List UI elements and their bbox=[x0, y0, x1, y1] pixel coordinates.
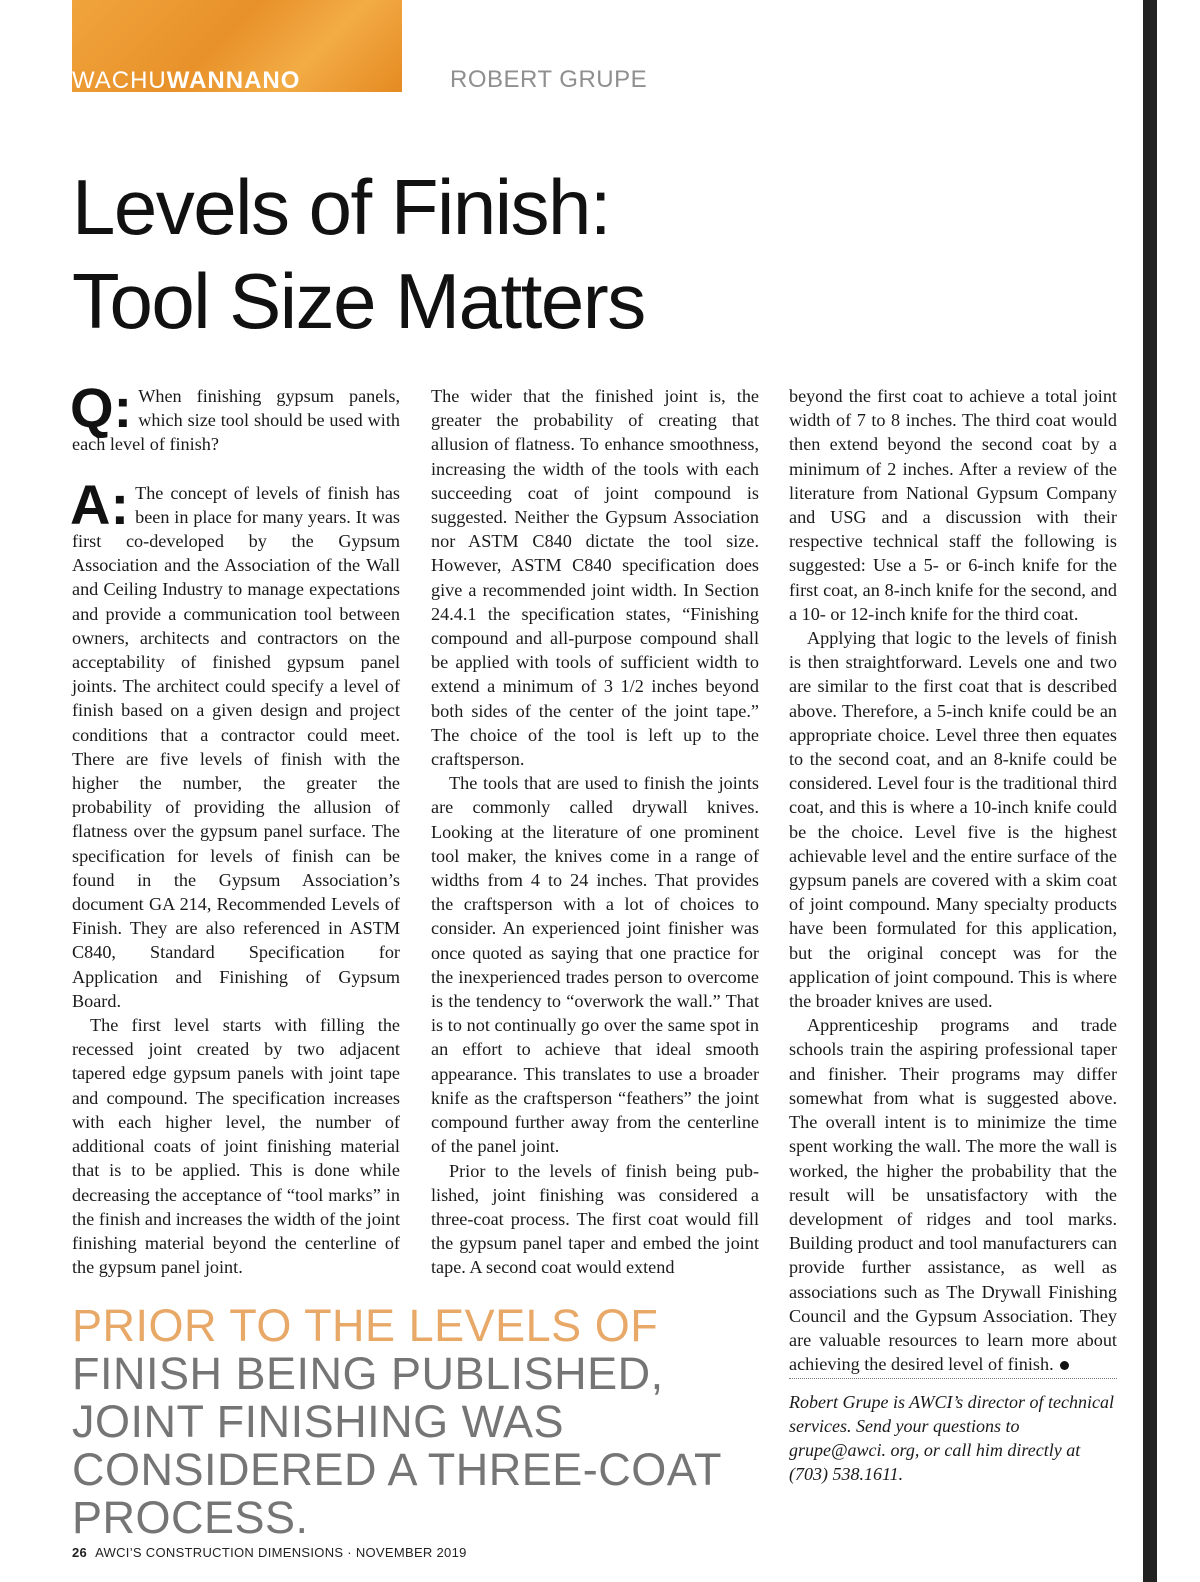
page-edge-rule bbox=[1143, 0, 1157, 1582]
answer-paragraph-6: Applying that logic to the levels of finish is then straightforward. Levels one and two are similar to the first coat that is described above. Therefore, a 5-inch knife could be an appropriate choice. Level three then equates to the second coat, and an 8-knife could be considered. Level four is the traditional third coat, and this is where a 10-inch knife could be the choice. Level five is the highest achievable level and the entire surface of the gypsum panels are covered with a skim coat of joint compound. Many specialty products have been formulated for this application, but the original concept was for the application of joint compound. This is where the broader knives are used. bbox=[789, 628, 1117, 1012]
question-letter: Q: bbox=[70, 376, 133, 439]
article-title bbox=[72, 160, 792, 348]
answer-text-7: Apprenticeship programs and trade schools train the aspiring professional taper and finisher. Their programs may differ somewhat from what is suggested above. The overall intent is to minimize the time spent working the wall. The more the wall is worked, the higher the probability that the result will be unsatisfactory with the development of ridges and tool marks. Building product and tool manufacturers can provide further assistance, as well as associations such as The Drywall Finishing Council and the Gypsum Association. They are valuable resources to learn more about achieving the desired level of finish. bbox=[789, 1015, 1117, 1375]
text-column-2 bbox=[431, 384, 759, 1280]
kicker-light: WACHU bbox=[72, 67, 167, 92]
pull-quote-highlight: PRIOR TO THE LEVELS OF bbox=[72, 1300, 659, 1351]
kicker-bold: WANNANO bbox=[166, 67, 301, 92]
author-bio: Robert Grupe is AWCI’s director of technical services. Send your questions to grupe@awci. org, or call him directly at (703) 538.1611. bbox=[789, 1392, 1114, 1484]
text-column-3 bbox=[789, 384, 1117, 1376]
page-footer bbox=[72, 1545, 467, 1560]
question-text: When finishing gypsum panels, which size tool should be used with each level of finish? bbox=[72, 386, 400, 455]
bio-divider bbox=[789, 1378, 1117, 1379]
question bbox=[70, 376, 400, 457]
title-line-2: Tool Size Matters bbox=[72, 257, 645, 345]
column-kicker bbox=[72, 66, 300, 92]
end-bullet-icon bbox=[1060, 1361, 1069, 1370]
answer-paragraph-4: The tools that are used to finish the joints are commonly called drywall knives. Looking at the literature of one prominent tool maker, the knives come in a range of widths from 4 to 24 inches. That provides the craftsperson with a lot of choices to consider. An experienced joint finisher was once quoted as saying that one practice for the inexperienced trades person to overcome is the tendency to “overwork the wall.” That is to not continually go over the same spot in an effort to achieve that ideal smooth appearance. This translates to use a broader knife as the craftsperson “feathers” the joint compound further away from the centerline of the panel joint. bbox=[431, 773, 759, 1157]
title-line-1: Levels of Finish: bbox=[72, 163, 611, 251]
page-number: 26 bbox=[72, 1545, 88, 1560]
text-column-1 bbox=[70, 376, 400, 1279]
answer-paragraph-5-start: Prior to the levels of finish being published, joint finishing was considered a three-coat process. The first coat would fill the gypsum panel taper and embed the joint tape. A second coat would extend bbox=[431, 1160, 759, 1278]
pull-quote bbox=[72, 1302, 792, 1542]
answer-paragraph-2: The first level starts with filling the recessed joint created by two adjacent tapered edge gypsum panels with joint tape and compound. The specification increases with each higher level, the number of additional coats of joint finishing material that is to be applied. This is done while decreasing the acceptance of “tool marks” in the finish and increases the width of the joint finishing material beyond the centerline of the gypsum panel joint. bbox=[72, 1015, 400, 1278]
answer-paragraph-7 bbox=[789, 1013, 1117, 1376]
author-byline: ROBERT GRUPE bbox=[450, 66, 648, 93]
answer-paragraph-5-cont: beyond the first coat to achieve a total joint width of 7 to 8 inches. The third coat would then extend beyond the second coat by a minimum of 2 inches. After a review of the literature from National Gypsum Company and USG and a discussion with their respective technical staff the following is suggested: Use a 5- or 6-inch knife for the first coat, an 8-inch knife for the second, and a 10- or 12-inch knife for the third coat. bbox=[789, 386, 1117, 624]
answer-paragraph-3: The wider that the finished joint is, the greater the probability of creating that allusion of flatness. To enhance smoothness, increasing the width of the tools with each succeeding coat of joint compound is suggested. Neither the Gypsum Association nor ASTM C840 dictate the tool size. However, ASTM C840 specification does give a recommended joint width. In Section 24.4.1 the specification states, “Finishing compound and all-purpose compound shall be applied with tools of sufficient width to extend a minimum of 3 1/2 inches beyond both sides of the center of the joint tape.” The choice of the tool is left up to the craftsperson. bbox=[431, 386, 759, 770]
answer-text-1: The concept of levels of finish has been in place for many years. It was first co-developed by the Gypsum Association and the Association of the Wall and Ceiling Industry to manage expectations and provide a communication tool between owners, architects and contractors on the acceptability of finished gypsum panel joints. The architect could specify a level of finish based on a given design and project conditions that a contractor could meet. There are five levels of finish with the higher the number, the greater the probability of providing the allusion of flatness over the gypsum panel surface. The specification for levels of finish can be found in the Gypsum Association’s document GA 214, Recommended Levels of Finish. They are also referenced in ASTM C840, Standard Specification for Application and Finishing of Gypsum Board. bbox=[72, 482, 400, 1011]
publication-info: AWCI’S CONSTRUCTION DIMENSIONS · NOVEMBER 2019 bbox=[95, 1545, 467, 1560]
answer-letter: A: bbox=[70, 472, 130, 536]
pull-quote-rest: FINISH BEING PUBLISHED, JOINT FINISHING WAS CONSIDERED A THREE-COAT PROCESS. bbox=[72, 1348, 722, 1543]
answer-paragraph-1 bbox=[70, 472, 400, 1013]
